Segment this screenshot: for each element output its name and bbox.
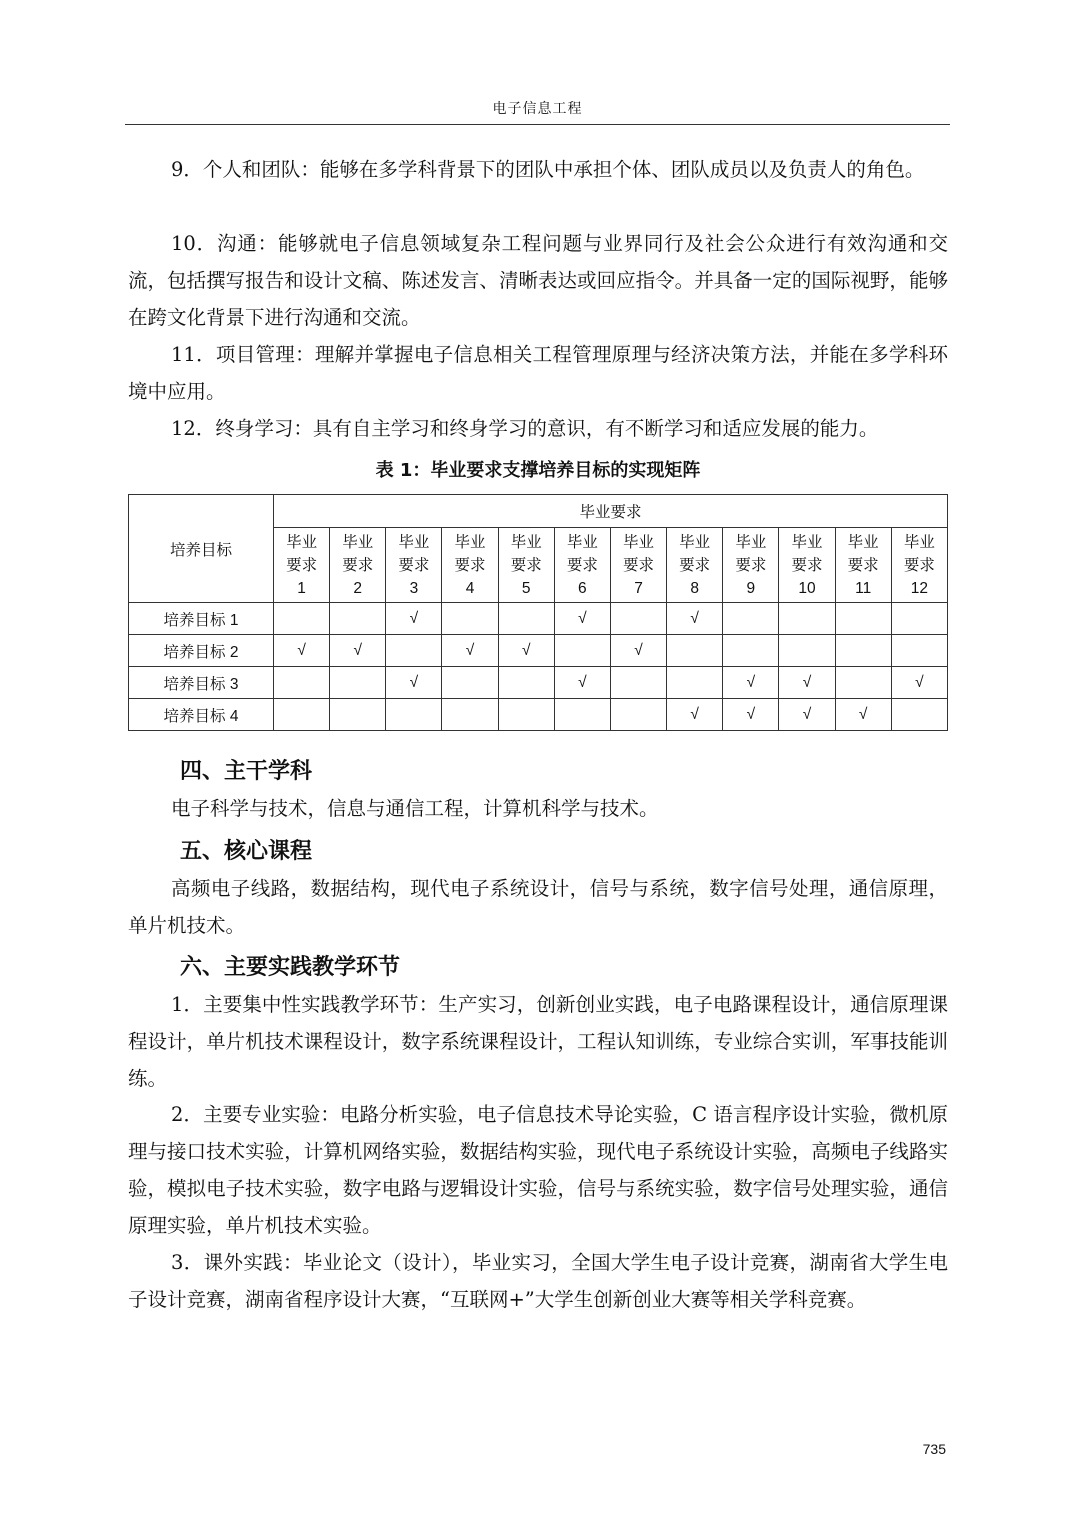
section-title-practice: 六、主要实践教学环节: [180, 955, 401, 980]
column-header-number: 8: [690, 579, 699, 597]
paragraph-communication: 10．沟通：能够就电子信息领域复杂工程问题与业界同行及社会公众进行有效沟通和交流，包括撰写报告和设计文稿、陈述发言、清晰表达或回应指令。并具备一定的国际视野，能够在跨文化背景下进行沟通和交流。: [128, 232, 948, 329]
column-header-text: 要求: [735, 556, 767, 574]
column-header-text: 要求: [903, 556, 935, 574]
column-header-number: 10: [798, 579, 816, 597]
column-header-number: 12: [910, 579, 928, 597]
section-body-main-disciplines: 电子科学与技术，信息与通信工程，计算机科学与技术。: [171, 797, 659, 820]
row-label: 培养目标 1: [129, 603, 274, 635]
practice-item-concentrated: 1．主要集中性实践教学环节：生产实习，创新创业实践，电子电路课程设计，通信原理课程设计，单片机技术课程设计，数字系统课程设计，工程认知训练，专业综合实训，军事技能训练。: [128, 993, 948, 1090]
check-mark-cell: √: [891, 667, 947, 699]
table-row: [129, 699, 948, 731]
column-header-text: 毕业: [510, 533, 542, 551]
column-header-requirement-9: [723, 528, 779, 603]
column-header-requirement-8: [667, 528, 723, 603]
section-title-main-disciplines: 四、主干学科: [180, 759, 313, 784]
matrix-cell: [442, 667, 498, 699]
column-header-text: 毕业: [679, 533, 711, 551]
matrix-cell: [723, 635, 779, 667]
matrix-cell: [891, 603, 947, 635]
table-row: [129, 667, 948, 699]
column-header-requirement-1: [274, 528, 330, 603]
section-body-core-courses: 高频电子线路，数据结构，现代电子系统设计，信号与系统，数字信号处理，通信原理，单片机技术。: [128, 877, 948, 937]
column-header-number: 3: [409, 579, 419, 597]
table-corner-header: 培养目标: [129, 495, 274, 603]
row-label: 培养目标 4: [129, 699, 274, 731]
column-header-text: 毕业: [847, 533, 879, 551]
column-header-text: 毕业: [398, 533, 430, 551]
matrix-cell: [891, 635, 947, 667]
column-header-requirement-2: [330, 528, 386, 603]
row-label: 培养目标 3: [129, 667, 274, 699]
check-mark-cell: √: [835, 699, 891, 731]
matrix-cell: [274, 699, 330, 731]
matrix-cell: [723, 603, 779, 635]
table-row: [129, 635, 948, 667]
column-header-requirement-3: [386, 528, 442, 603]
column-header-text: 要求: [847, 556, 879, 574]
column-header-number: 11: [855, 579, 872, 597]
section-title-core-courses: 五、核心课程: [180, 839, 313, 864]
matrix-cell: [610, 603, 666, 635]
matrix-cell: [330, 603, 386, 635]
matrix-cell: [835, 603, 891, 635]
column-header-number: 9: [746, 579, 756, 597]
check-mark-cell: √: [779, 667, 835, 699]
column-header-text: 毕业: [286, 533, 318, 551]
check-mark-cell: √: [723, 667, 779, 699]
column-header-number: 5: [521, 579, 531, 597]
matrix-cell: [667, 635, 723, 667]
matrix-cell: [779, 635, 835, 667]
paragraph-project-management: 11．项目管理：理解并掌握电子信息相关工程管理原理与经济决策方法，并能在多学科环境中应用。: [128, 343, 948, 403]
column-header-requirement-7: [610, 528, 666, 603]
column-header-text: 毕业: [791, 533, 823, 551]
matrix-cell: [386, 699, 442, 731]
check-mark-cell: √: [667, 603, 723, 635]
column-header-text: 毕业: [342, 533, 374, 551]
matrix-cell: [498, 699, 554, 731]
column-header-requirement-11: [835, 528, 891, 603]
matrix-cell: [554, 699, 610, 731]
column-header-text: 要求: [510, 556, 542, 574]
column-header-number: 7: [634, 579, 643, 597]
check-mark-cell: √: [498, 635, 554, 667]
column-header-text: 要求: [679, 556, 711, 574]
row-label: 培养目标 2: [129, 635, 274, 667]
matrix-cell: [330, 699, 386, 731]
matrix-cell: [610, 699, 666, 731]
table-caption: 表 1：毕业要求支撑培养目标的实现矩阵: [375, 460, 701, 481]
matrix-cell: [835, 635, 891, 667]
matrix-cell: [667, 667, 723, 699]
column-header-text: 毕业: [454, 533, 486, 551]
matrix-cell: [274, 603, 330, 635]
column-header-text: 要求: [791, 556, 823, 574]
matrix-cell: [386, 635, 442, 667]
check-mark-cell: √: [554, 603, 610, 635]
matrix-cell: [554, 635, 610, 667]
column-header-number: 4: [465, 579, 475, 597]
check-mark-cell: √: [274, 635, 330, 667]
matrix-cell: [779, 603, 835, 635]
column-header-text: 要求: [566, 556, 598, 574]
practice-item-experiments: 2．主要专业实验：电路分析实验，电子信息技术导论实验，C 语言程序设计实验，微机原理与接口技术实验，计算机网络实验，数据结构实验，现代电子系统设计实验，高频电子线路实验，模拟电子技术实验，数字电路与逻辑设计实验，信号与系统实验，数字信号处理实验，通信原理实验，单片机技术实验。: [128, 1103, 948, 1237]
column-header-text: 要求: [398, 556, 430, 574]
paragraph-lifelong-learning: 12．终身学习：具有自主学习和终身学习的意识，有不断学习和适应发展的能力。: [171, 417, 879, 440]
column-header-requirement-5: [498, 528, 554, 603]
running-header: 电子信息工程: [492, 101, 583, 117]
column-header-text: 毕业: [623, 533, 655, 551]
column-header-number: 1: [297, 579, 306, 597]
check-mark-cell: √: [330, 635, 386, 667]
column-header-requirement-4: [442, 528, 498, 603]
matrix-cell: [442, 699, 498, 731]
column-header-requirement-12: [891, 528, 947, 603]
column-header-number: 6: [578, 579, 587, 597]
column-header-text: 要求: [342, 556, 374, 574]
check-mark-cell: √: [667, 699, 723, 731]
check-mark-cell: √: [386, 603, 442, 635]
column-header-number: 2: [353, 579, 363, 597]
column-header-requirement-6: [554, 528, 610, 603]
page-number: 735: [922, 1441, 946, 1457]
matrix-cell: [835, 667, 891, 699]
check-mark-cell: √: [779, 699, 835, 731]
check-mark-cell: √: [610, 635, 666, 667]
matrix-cell: [891, 699, 947, 731]
requirements-matrix-table: [128, 494, 948, 731]
column-header-text: 要求: [286, 556, 318, 574]
matrix-cell: [330, 667, 386, 699]
header-rule: [125, 124, 950, 125]
column-header-text: 毕业: [903, 533, 935, 551]
column-header-requirement-10: [779, 528, 835, 603]
paragraph-teamwork: 9．个人和团队：能够在多学科背景下的团队中承担个体、团队成员以及负责人的角色。: [171, 158, 925, 181]
column-header-text: 要求: [454, 556, 486, 574]
matrix-cell: [610, 667, 666, 699]
column-header-text: 要求: [623, 556, 655, 574]
column-header-text: 毕业: [566, 533, 598, 551]
matrix-cell: [274, 667, 330, 699]
table-row: [129, 603, 948, 635]
practice-item-extracurricular: 3．课外实践：毕业论文（设计），毕业实习，全国大学生电子设计竞赛，湖南省大学生电子设计竞赛，湖南省程序设计大赛，“互联网+”大学生创新创业大赛等相关学科竞赛。: [128, 1251, 948, 1311]
check-mark-cell: √: [723, 699, 779, 731]
matrix-cell: [498, 603, 554, 635]
matrix-cell: [498, 667, 554, 699]
matrix-cell: [442, 603, 498, 635]
column-header-text: 毕业: [735, 533, 767, 551]
check-mark-cell: √: [442, 635, 498, 667]
table-group-header: 毕业要求: [274, 495, 948, 528]
check-mark-cell: √: [386, 667, 442, 699]
check-mark-cell: √: [554, 667, 610, 699]
